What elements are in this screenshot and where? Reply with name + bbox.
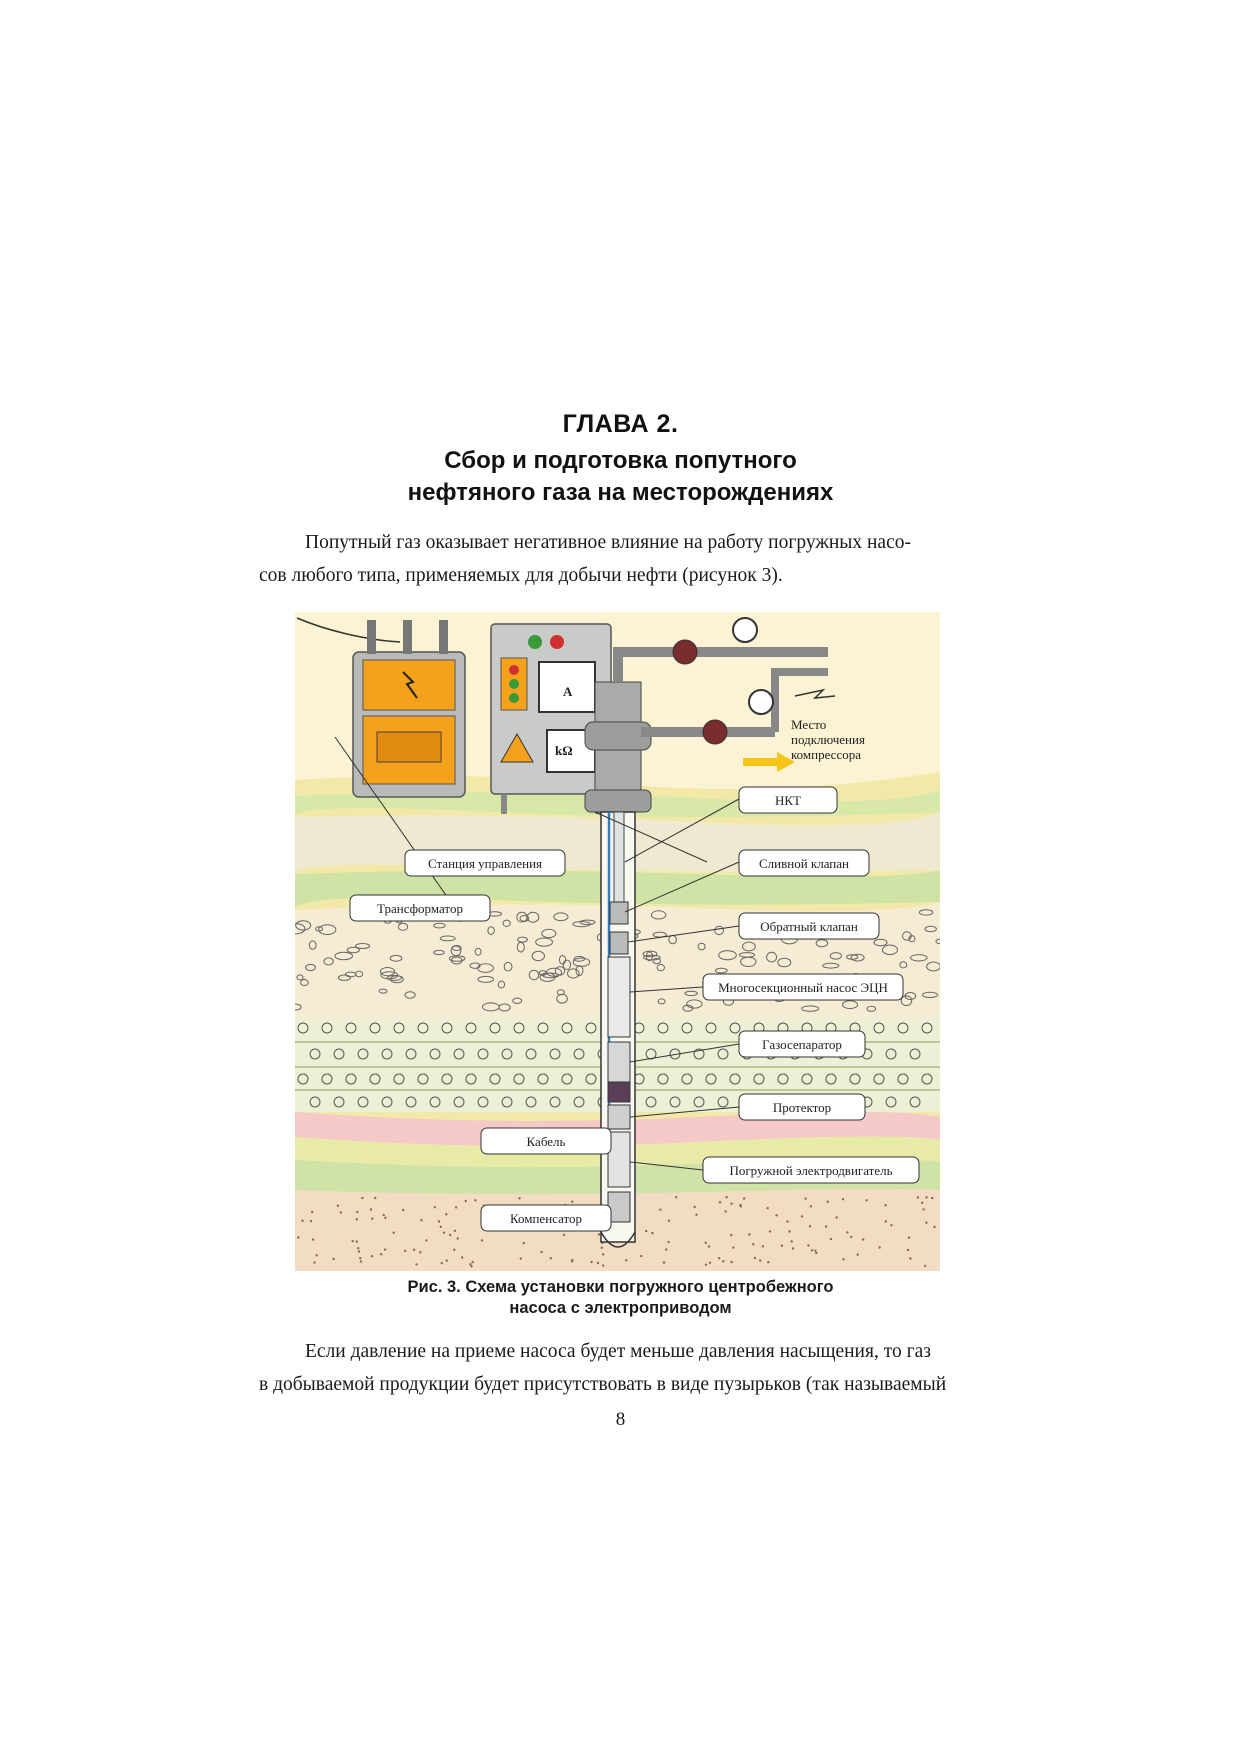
sand-dot	[752, 1243, 754, 1245]
sand-dot	[446, 1259, 448, 1261]
sand-dot	[332, 1258, 334, 1260]
sand-dot	[358, 1250, 360, 1252]
sand-dot	[917, 1196, 919, 1198]
sand-dot	[924, 1265, 926, 1267]
sand-dot	[393, 1232, 395, 1234]
sand-dot	[801, 1215, 803, 1217]
sand-dot	[909, 1257, 911, 1259]
figure-caption	[0, 1277, 1241, 1319]
sand-dot	[438, 1220, 440, 1222]
sand-dot	[695, 1214, 697, 1216]
label-control-station: Станция управления	[427, 856, 543, 871]
valve	[673, 640, 697, 664]
sand-dot	[659, 1209, 661, 1211]
caption-line-2: насоса с электроприводом	[509, 1299, 732, 1317]
ammeter-label: A	[563, 684, 573, 699]
sand-dot	[730, 1261, 732, 1263]
sand-dot	[762, 1245, 764, 1247]
sand-dot	[931, 1197, 933, 1199]
sand-dot	[371, 1218, 373, 1220]
sand-dot	[814, 1250, 816, 1252]
sand-dot	[857, 1253, 859, 1255]
pressure-gauge	[749, 690, 773, 714]
sand-dot	[811, 1249, 813, 1251]
valve	[703, 720, 727, 744]
sand-dot	[732, 1246, 734, 1248]
sand-dot	[754, 1257, 756, 1259]
label-transformer: Трансформатор	[377, 901, 463, 916]
label-multisection-pump: Многосекционный насос ЭЦН	[718, 980, 888, 995]
sand-dot	[878, 1246, 880, 1248]
intro-line-2: сов любого типа, применяемых для добычи нефти (рисунок 3).	[259, 565, 783, 586]
sand-dot	[357, 1247, 359, 1249]
sand-dot	[523, 1242, 525, 1244]
sand-dot	[465, 1200, 467, 1202]
sand-dot	[540, 1251, 542, 1253]
sand-dot	[884, 1204, 886, 1206]
sand-dot	[461, 1256, 463, 1258]
sand-dot	[675, 1196, 677, 1198]
sand-dot	[340, 1211, 342, 1213]
sand-dot	[457, 1237, 459, 1239]
compressor-label-line-2: подключения	[791, 732, 865, 747]
insulator	[439, 620, 448, 654]
sand-dot	[601, 1247, 603, 1249]
red-lamp	[550, 635, 564, 649]
sand-dot	[739, 1204, 741, 1206]
sand-dot	[748, 1233, 750, 1235]
sand-dot	[361, 1197, 363, 1199]
sand-dot	[705, 1242, 707, 1244]
sand-dot	[597, 1262, 599, 1264]
sand-dot	[301, 1220, 303, 1222]
sand-dot	[743, 1197, 745, 1199]
insulator	[403, 620, 412, 654]
label-gas-separator: Газосепаратор	[762, 1037, 842, 1052]
sand-dot	[590, 1261, 592, 1263]
sand-dot	[846, 1231, 848, 1233]
sand-dot	[767, 1207, 769, 1209]
sand-dot	[434, 1206, 436, 1208]
sand-dot	[921, 1202, 923, 1204]
label-check-valve: Обратный клапан	[760, 919, 858, 934]
sand-dot	[835, 1216, 837, 1218]
sand-dot	[933, 1226, 935, 1228]
sand-dot	[908, 1237, 910, 1239]
sand-dot	[724, 1210, 726, 1212]
sand-dot	[775, 1214, 777, 1216]
esp-installation-figure	[295, 612, 940, 1271]
sand-dot	[719, 1201, 721, 1203]
sand-dot	[371, 1255, 373, 1257]
sand-dot	[310, 1220, 312, 1222]
sand-dot	[925, 1196, 927, 1198]
sand-dot	[420, 1219, 422, 1221]
sand-dot	[337, 1205, 339, 1207]
sand-dot	[725, 1196, 727, 1198]
control-station	[491, 624, 611, 814]
sand-dot	[413, 1249, 415, 1251]
sand-dot	[520, 1257, 522, 1259]
compressor-label-line-1: Место	[791, 717, 827, 732]
ohmmeter-label: kΩ	[555, 743, 573, 758]
sand-dot	[312, 1238, 314, 1240]
sand-dot	[441, 1262, 443, 1264]
sand-dot	[791, 1240, 793, 1242]
sand-dot	[890, 1224, 892, 1226]
sand-dot	[827, 1201, 829, 1203]
sand-dot	[297, 1236, 299, 1238]
sand-dot	[550, 1257, 552, 1259]
sand-dot	[316, 1254, 318, 1256]
sand-dot	[571, 1201, 573, 1203]
label-drain-valve: Сливной клапан	[758, 856, 850, 871]
chapter-title-line-2: нефтяного газа на месторождениях	[407, 479, 834, 506]
sand-dot	[922, 1208, 924, 1210]
sand-dot	[481, 1239, 483, 1241]
sand-dot	[402, 1209, 404, 1211]
sand-dot	[425, 1239, 427, 1241]
sand-dot	[907, 1249, 909, 1251]
sand-dot	[415, 1263, 417, 1265]
sand-dot	[404, 1250, 406, 1252]
sand-dot	[453, 1249, 455, 1251]
sand-dot	[384, 1217, 386, 1219]
sand-dot	[667, 1241, 669, 1243]
sand-dot	[809, 1225, 811, 1227]
sand-dot	[384, 1248, 386, 1250]
sand-dot	[788, 1230, 790, 1232]
sand-dot	[830, 1238, 832, 1240]
sand-dot	[730, 1234, 732, 1236]
green-lamp	[528, 635, 542, 649]
sand-dot	[663, 1261, 665, 1263]
sand-dot	[862, 1238, 864, 1240]
sand-dot	[598, 1233, 600, 1235]
intro-line-1: Попутный газ оказывает негативное влияние на работу погружных насо-	[305, 532, 911, 553]
sand-dot	[383, 1214, 385, 1216]
sand-dot	[825, 1225, 827, 1227]
sand-dot	[356, 1218, 358, 1220]
sand-dot	[470, 1265, 472, 1267]
sand-dot	[313, 1261, 315, 1263]
sand-dot	[640, 1255, 642, 1257]
compressor-label-line-3: компрессора	[791, 747, 861, 762]
label-protector: Протектор	[772, 1100, 832, 1115]
sand-dot	[693, 1206, 695, 1208]
sand-dot	[718, 1257, 720, 1259]
sand-dot	[445, 1213, 447, 1215]
sand-dot	[645, 1230, 647, 1232]
sand-dot	[665, 1248, 667, 1250]
following-paragraph	[259, 1335, 979, 1401]
sand-dot	[449, 1234, 451, 1236]
page-number: 8	[615, 1409, 626, 1430]
sand-dot	[356, 1240, 358, 1242]
chapter-title-line-1: Сбор и подготовка попутного	[444, 447, 797, 474]
insulator	[367, 620, 376, 654]
sand-dot	[443, 1232, 445, 1234]
sand-dot	[360, 1260, 362, 1262]
sand-dot	[602, 1264, 604, 1266]
sand-dot	[708, 1245, 710, 1247]
sand-dot	[722, 1260, 724, 1262]
following-line-1: Если давление на приеме насоса будет меньше давления насыщения, то газ	[305, 1341, 931, 1362]
label-nkt: НКТ	[775, 793, 801, 808]
sand-dot	[705, 1264, 707, 1266]
sand-dot	[311, 1211, 313, 1213]
sand-dot	[804, 1198, 806, 1200]
sand-dot	[885, 1220, 887, 1222]
sand-dot	[455, 1206, 457, 1208]
sand-dot	[807, 1244, 809, 1246]
sand-dot	[374, 1197, 376, 1199]
sand-dot	[769, 1230, 771, 1232]
sand-dot	[759, 1259, 761, 1261]
intro-paragraph	[259, 526, 979, 592]
pressure-gauge	[733, 618, 757, 642]
sand-dot	[651, 1232, 653, 1234]
sand-dot	[730, 1203, 732, 1205]
sand-dot	[563, 1234, 565, 1236]
sand-dot	[842, 1258, 844, 1260]
wellbore	[601, 812, 635, 1247]
sand-dot	[781, 1245, 783, 1247]
sand-dot	[359, 1257, 361, 1259]
sand-dot	[419, 1251, 421, 1253]
label-compensator: Компенсатор	[509, 1211, 583, 1226]
sand-dot	[842, 1198, 844, 1200]
sand-dot	[370, 1208, 372, 1210]
sand-dot	[454, 1230, 456, 1232]
sand-dot	[474, 1199, 476, 1201]
label-submersible-motor: Погружной электродвигатель	[729, 1163, 893, 1178]
sand-dot	[786, 1220, 788, 1222]
sand-dot	[865, 1199, 867, 1201]
sand-dot	[472, 1261, 474, 1263]
sand-dot	[380, 1253, 382, 1255]
sand-dot	[815, 1252, 817, 1254]
sand-dot	[810, 1205, 812, 1207]
sand-dot	[625, 1259, 627, 1261]
label-cable: Кабель	[526, 1134, 566, 1149]
sand-dot	[925, 1222, 927, 1224]
sand-dot	[850, 1236, 852, 1238]
sand-dot	[571, 1260, 573, 1262]
sand-dot	[668, 1220, 670, 1222]
sand-dot	[767, 1261, 769, 1263]
following-line-2: в добываемой продукции будет присутствовать в виде пузырьков (так называемый	[259, 1374, 947, 1395]
sand-dot	[602, 1253, 604, 1255]
sand-dot	[792, 1247, 794, 1249]
chapter-number: ГЛАВА 2.	[562, 410, 679, 438]
sand-dot	[440, 1226, 442, 1228]
caption-line-1: Рис. 3. Схема установки погружного центробежного	[407, 1278, 834, 1296]
sand-dot	[352, 1240, 354, 1242]
sand-dot	[709, 1262, 711, 1264]
sand-dot	[518, 1197, 520, 1199]
sand-dot	[356, 1211, 358, 1213]
